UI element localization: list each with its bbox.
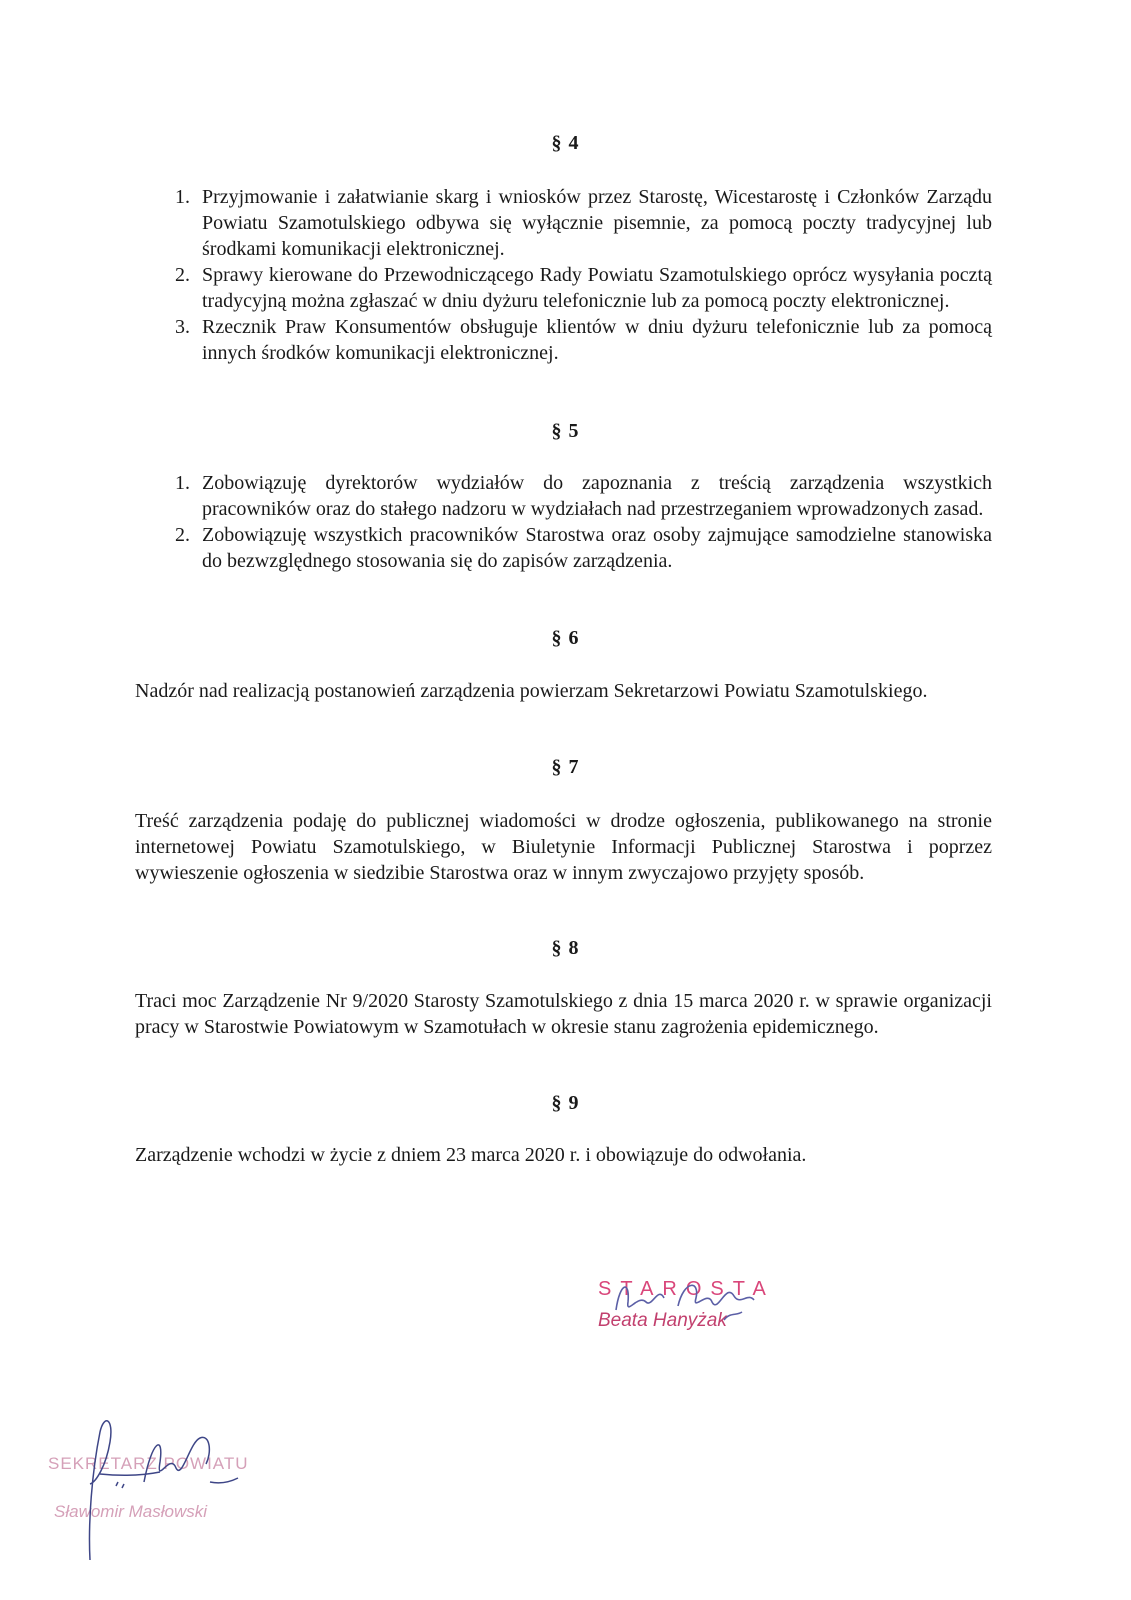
item-text: Zobowiązuję dyrektorów wydziałów do zapoznania z treścią zarządzenia wszystkich pracowników oraz do stałego nadzoru w wydziałach nad przestrzeganiem wprowadzonych zasad.: [202, 472, 992, 520]
list-item: [160, 184, 992, 262]
section-4-heading: § 4: [551, 132, 580, 154]
section-6-paragraph: Nadzór nad realizacją postanowień zarządzenia powierzam Sekretarzowi Powiatu Szamotulskiego.: [135, 680, 928, 702]
item-number: 1.: [175, 186, 190, 208]
list-item: [160, 522, 992, 574]
section-5-list: [160, 470, 992, 574]
item-number: 3.: [175, 316, 190, 338]
sekretarz-stamp: [40, 1412, 280, 1562]
stamp-name: Sławomir Masłowski: [54, 1502, 208, 1521]
signature-starosta: [608, 1272, 768, 1332]
item-text: Zobowiązuję wszystkich pracowników Starostwa oraz osoby zajmujące samodzielne stanowiska do bezwzględnego stosowania się do zapisów zarządzenia.: [202, 524, 992, 572]
signature-sekretarz: [60, 1412, 260, 1562]
section-7-paragraph: Treść zarządzenia podaję do publicznej wiadomości w drodze ogłoszenia, publikowanego na stronie internetowej Powiatu Szamotulskiego, w Biuletynie Informacji Publicznej Starostwa i poprzez wywieszenie ogłoszenia w siedzibie Starostwa oraz w innym zwyczajowo przyjęty sposób.: [135, 810, 992, 884]
item-text: Rzecznik Praw Konsumentów obsługuje klientów w dniu dyżuru telefonicznie lub za pomocą innych środków komunikacji elektronicznej.: [202, 316, 992, 364]
item-number: 2.: [175, 524, 190, 546]
list-item: [160, 314, 992, 366]
section-4-list: [160, 184, 992, 366]
section-8-paragraph: Traci moc Zarządzenie Nr 9/2020 Starosty Szamotulskiego z dnia 15 marca 2020 r. w sprawie organizacji pracy w Starostwie Powiatowym w Szamotułach w okresie stanu zagrożenia epidemicznego.: [135, 990, 992, 1038]
section-7-heading: § 7: [551, 756, 580, 778]
item-number: 1.: [175, 472, 190, 494]
item-text: Przyjmowanie i załatwianie skarg i wniosków przez Starostę, Wicestarostę i Członków Zarządu Powiatu Szamotulskiego odbywa się wyłącznie pisemnie, za pomocą poczty tradycyjnej lub środkami komunikacji elektronicznej.: [202, 186, 992, 260]
starosta-stamp: [598, 1278, 798, 1348]
item-number: 2.: [175, 264, 190, 286]
list-item: [160, 470, 992, 522]
stamp-title: SEKRETARZ POWIATU: [48, 1454, 249, 1473]
item-text: Sprawy kierowane do Przewodniczącego Rady Powiatu Szamotulskiego oprócz wysyłania pocztą tradycyjną można zgłaszać w dniu dyżuru telefonicznie lub za pomocą poczty elektronicznej.: [202, 264, 992, 312]
section-9-heading: § 9: [551, 1092, 580, 1114]
section-9-paragraph: Zarządzenie wchodzi w życie z dniem 23 marca 2020 r. i obowiązuje do odwołania.: [135, 1144, 807, 1166]
stamp-name: Beata Hanyżak: [598, 1310, 727, 1331]
section-8-heading: § 8: [551, 937, 580, 959]
section-5-heading: § 5: [551, 420, 580, 442]
section-6-heading: § 6: [551, 627, 580, 649]
stamp-title: STAROSTA: [598, 1278, 775, 1300]
list-item: [160, 262, 992, 314]
